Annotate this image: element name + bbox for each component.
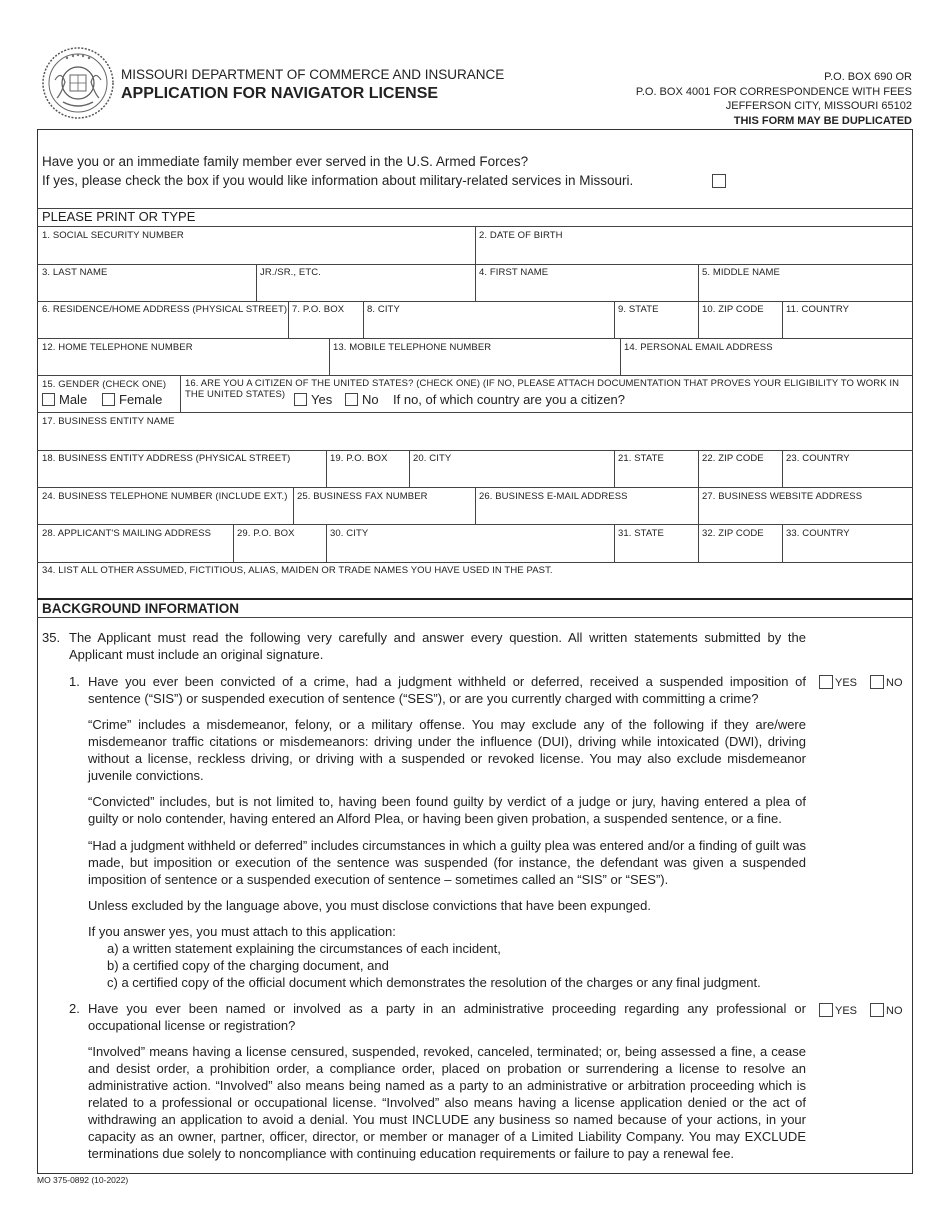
divider xyxy=(233,524,234,562)
business-po-box-field[interactable]: 19. P.O. BOX xyxy=(330,453,388,464)
military-question xyxy=(42,152,633,190)
business-email-field[interactable]: 26. BUSINESS E-MAIL ADDRESS xyxy=(479,491,628,502)
gender-female-option[interactable] xyxy=(102,392,162,407)
home-city-field[interactable]: 8. CITY xyxy=(367,304,400,315)
last-name-field[interactable]: 3. LAST NAME xyxy=(42,267,108,278)
ssn-field[interactable]: 1. SOCIAL SECURITY NUMBER xyxy=(42,230,184,241)
attachment-item: b) a certified copy of the charging document, and xyxy=(107,958,389,973)
background-section-title: BACKGROUND INFORMATION xyxy=(42,601,239,616)
checkbox[interactable] xyxy=(345,393,358,406)
business-website-field[interactable]: 27. BUSINESS WEBSITE ADDRESS xyxy=(702,491,863,502)
attachment-intro: If you answer yes, you must attach to this application: xyxy=(88,924,396,939)
question-number: 35. xyxy=(42,630,61,645)
form-title: APPLICATION FOR NAVIGATOR LICENSE xyxy=(121,85,439,102)
middle-name-field[interactable]: 5. MIDDLE NAME xyxy=(702,267,780,278)
business-telephone-field[interactable]: 24. BUSINESS TELEPHONE NUMBER (INCLUDE EXT.) xyxy=(42,491,288,502)
divider xyxy=(180,375,181,412)
crime-definition: “Crime” includes a misdemeanor, felony, or a military offense. You may exclude any of the following if they are/were misdemeanor traffic citations or misdemeanors: driving under the influence (DUI), driving while intoxicated (DWI), driving without a license, reckless driving, or driving with a suspended or revoked license. You may also exclude misdemeanor juvenile convictions. xyxy=(88,717,806,783)
home-zip-field[interactable]: 10. ZIP CODE xyxy=(702,304,764,315)
citizenship-label: 16. ARE YOU A CITIZEN OF THE UNITED STATES? (CHECK ONE) (IF NO, PLEASE ATTACH DOCUMENTATION THAT PROVES YOUR ELIGIBILITY TO WORK IN THE UNITED STATES) xyxy=(185,378,900,400)
divider xyxy=(782,450,783,487)
checkbox[interactable] xyxy=(294,393,307,406)
home-address-field[interactable]: 6. RESIDENCE/HOME ADDRESS (PHYSICAL STREET) xyxy=(42,304,288,315)
military-question-line: Have you or an immediate family member ever served in the U.S. Armed Forces? xyxy=(42,154,529,169)
checkbox[interactable] xyxy=(819,675,833,689)
gender-label: 15. GENDER (CHECK ONE) xyxy=(42,379,167,390)
divider xyxy=(698,301,699,338)
address-line: P.O. BOX 690 OR xyxy=(824,71,912,83)
business-city-field[interactable]: 20. CITY xyxy=(413,453,452,464)
option-label: Yes xyxy=(311,392,333,407)
home-telephone-field[interactable]: 12. HOME TELEPHONE NUMBER xyxy=(42,342,193,353)
divider xyxy=(698,487,699,524)
business-entity-name-field[interactable]: 17. BUSINESS ENTITY NAME xyxy=(42,416,175,427)
question-35-intro: The Applicant must read the following very carefully and answer every question. All written statements submitted by the Applicant must include an original signature. xyxy=(69,630,806,662)
expunged-note: Unless excluded by the language above, you must disclose convictions that have been expunged. xyxy=(88,898,651,913)
divider xyxy=(326,450,327,487)
home-po-box-field[interactable]: 7. P.O. BOX xyxy=(292,304,345,315)
divider xyxy=(37,617,913,618)
gender-male-option[interactable] xyxy=(42,392,87,407)
first-name-field[interactable]: 4. FIRST NAME xyxy=(479,267,549,278)
checkbox[interactable] xyxy=(42,393,55,406)
divider xyxy=(256,264,257,301)
divider xyxy=(475,487,476,524)
mailing-address-block xyxy=(636,70,912,128)
attachment-item: c) a certified copy of the official document which demonstrates the resolution of the charges or any final judgment. xyxy=(107,975,761,990)
form-id: MO 375-0892 (10-2022) xyxy=(37,1175,129,1185)
business-country-field[interactable]: 23. COUNTRY xyxy=(786,453,850,464)
question-2-yes[interactable] xyxy=(819,1003,857,1017)
divider xyxy=(288,301,289,338)
question-2-text: Have you ever been named or involved as a party in an administrative proceeding regarding any professional or occupational license or registration? xyxy=(88,1001,806,1033)
question-1-text: Have you ever been convicted of a crime, had a judgment withheld or deferred, received a suspended imposition of sentence (“SIS”) or suspended execution of sentence (“SES”), or are you currently charged with committing a crime? xyxy=(88,674,806,706)
address-line: P.O. BOX 4001 FOR CORRESPONDENCE WITH FEES xyxy=(635,85,912,98)
checkbox[interactable] xyxy=(102,393,115,406)
divider xyxy=(698,524,699,562)
divider xyxy=(614,450,615,487)
mailing-zip-field[interactable]: 32. ZIP CODE xyxy=(702,528,764,539)
business-fax-field[interactable]: 25. BUSINESS FAX NUMBER xyxy=(297,491,428,502)
divider xyxy=(782,524,783,562)
question-number: 1. xyxy=(69,674,80,689)
suffix-field[interactable]: JR./SR., ETC. xyxy=(260,267,321,278)
print-or-type-label: PLEASE PRINT OR TYPE xyxy=(42,209,196,224)
attachment-item: a) a written statement explaining the circumstances of each incident, xyxy=(107,941,501,956)
divider xyxy=(326,524,327,562)
checkbox[interactable] xyxy=(819,1003,833,1017)
divider xyxy=(37,338,913,339)
mailing-address-field[interactable]: 28. APPLICANT'S MAILING ADDRESS xyxy=(42,528,212,539)
divider xyxy=(698,264,699,301)
duplicate-note: THIS FORM MAY BE DUPLICATED xyxy=(733,114,912,127)
convicted-definition: “Convicted” includes, but is not limited to, having been found guilty by verdict of a judge or jury, having entered a plea of guilty or nolo contender, having entered an Alford Plea, or having been given probation, a suspended sentence, or a fine. xyxy=(88,794,806,826)
divider xyxy=(620,338,621,375)
option-label: Male xyxy=(59,392,88,407)
divider xyxy=(409,450,410,487)
question-1-no[interactable] xyxy=(870,675,903,689)
citizen-no-option[interactable] xyxy=(345,392,379,407)
divider xyxy=(698,450,699,487)
mailing-state-field[interactable]: 31. STATE xyxy=(618,528,664,539)
department-name: MISSOURI DEPARTMENT OF COMMERCE AND INSURANCE xyxy=(121,67,505,82)
divider xyxy=(614,301,615,338)
option-label: No xyxy=(362,392,379,407)
question-2-no[interactable] xyxy=(870,1003,903,1017)
checkbox[interactable] xyxy=(870,1003,884,1017)
divider xyxy=(475,226,476,301)
question-number: 2. xyxy=(69,1001,80,1016)
divider xyxy=(293,487,294,524)
checkbox[interactable] xyxy=(870,675,884,689)
option-label: YES xyxy=(835,1005,858,1017)
divider xyxy=(37,412,913,413)
option-label: NO xyxy=(886,677,903,689)
mailing-po-box-field[interactable]: 29. P.O. BOX xyxy=(237,528,295,539)
business-address-field[interactable]: 18. BUSINESS ENTITY ADDRESS (PHYSICAL STREET) xyxy=(42,453,291,464)
mailing-country-field[interactable]: 33. COUNTRY xyxy=(786,528,850,539)
divider xyxy=(363,301,364,338)
divider xyxy=(37,375,913,376)
option-label: Female xyxy=(119,392,163,407)
citizen-yes-option[interactable] xyxy=(294,392,332,407)
date-of-birth-field[interactable]: 2. DATE OF BIRTH xyxy=(479,230,563,241)
business-zip-field[interactable]: 22. ZIP CODE xyxy=(702,453,764,464)
citizenship-country-field[interactable]: If no, of which country are you a citizen? xyxy=(393,392,625,407)
home-state-field[interactable]: 9. STATE xyxy=(618,304,659,315)
divider xyxy=(782,301,783,338)
divider xyxy=(37,562,913,563)
mailing-city-field[interactable]: 30. CITY xyxy=(330,528,369,539)
question-1-yes[interactable] xyxy=(819,675,857,689)
business-state-field[interactable]: 21. STATE xyxy=(618,453,664,464)
military-services-checkbox[interactable] xyxy=(712,174,726,188)
involved-definition: “Involved” means having a license censured, suspended, revoked, canceled, terminated; or, being assessed a fine, a cease and desist order, a prohibition order, a compliance order, placed on probation or surrendering a license to resolve an administrative action. “Involved” also means being named as a party to an administrative or arbitration proceeding which is related to a professional or occupational license. “Involved” also means having a license application denied or the act of withdrawing an application to avoid a denial. You must INCLUDE any business so named because of your actions, in your capacity as an owner, partner, officer, director, or member or manager of a Limited Liability Company. You may EXCLUDE terminations due solely to noncompliance with continuing education requirements or failure to pay a renewal fee. xyxy=(88,1044,806,1161)
home-country-field[interactable]: 11. COUNTRY xyxy=(786,304,850,315)
personal-email-field[interactable]: 14. PERSONAL EMAIL ADDRESS xyxy=(624,342,773,353)
mobile-telephone-field[interactable]: 13. MOBILE TELEPHONE NUMBER xyxy=(333,342,492,353)
section-divider xyxy=(37,598,913,600)
missouri-state-seal-icon xyxy=(41,46,115,120)
option-label: YES xyxy=(835,677,858,689)
address-line: JEFFERSON CITY, MISSOURI 65102 xyxy=(725,100,912,112)
divider xyxy=(329,338,330,375)
judgment-withheld-definition: “Had a judgment withheld or deferred” includes circumstances in which a guilty plea was entered and/or a finding of guilt was made, but imposition or execution of the sentence was suspended (for instance, the defendant was given a suspended imposition of sentence or a suspended execution of sentence – sometimes called an “SIS” or “SES”). xyxy=(88,838,806,887)
military-question-line: If yes, please check the box if you would like information about military-related services in Missouri. xyxy=(42,173,634,188)
other-names-field[interactable]: 34. LIST ALL OTHER ASSUMED, FICTITIOUS, ALIAS, MAIDEN OR TRADE NAMES YOU HAVE USED IN THE PAST. xyxy=(42,565,553,576)
divider xyxy=(614,524,615,562)
option-label: NO xyxy=(886,1005,903,1017)
